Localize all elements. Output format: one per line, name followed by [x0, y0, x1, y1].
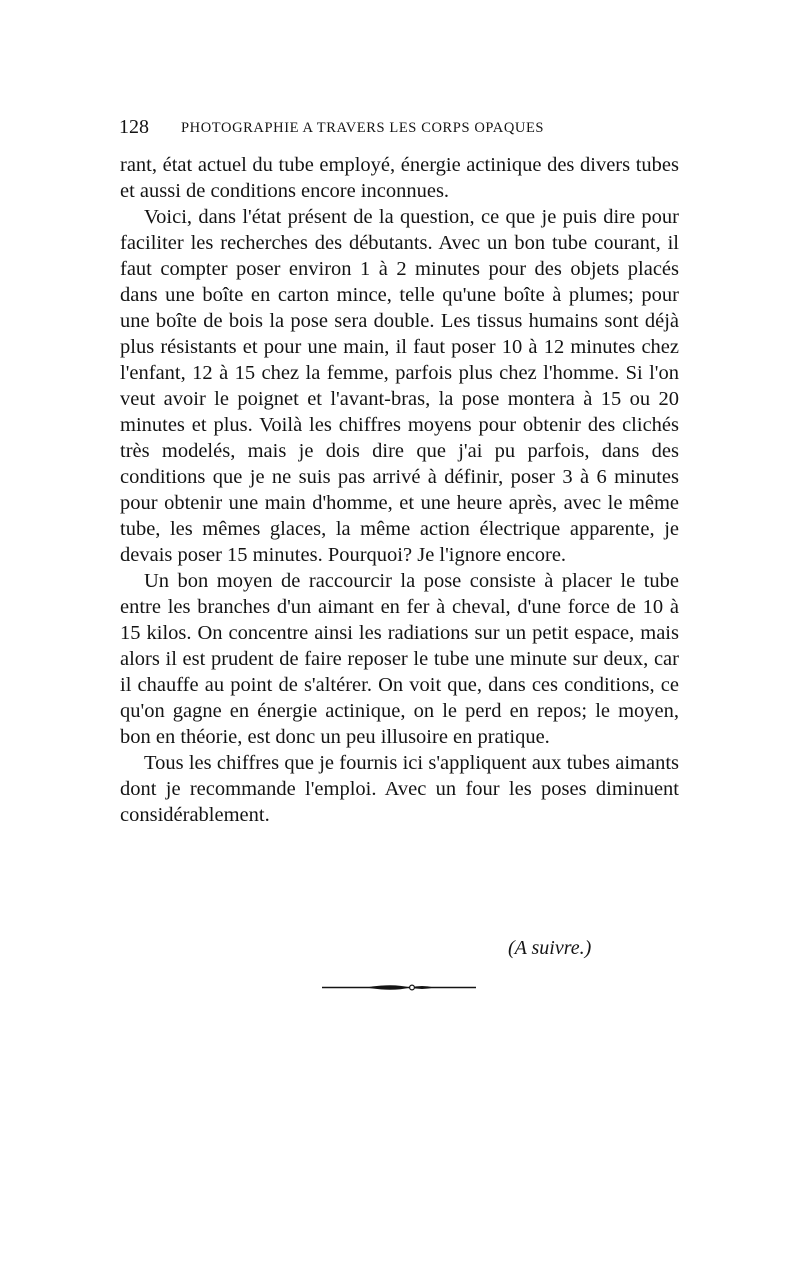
paragraph: Tous les chiffres que je fournis ici s'appliquent aux tubes aimants dont je recommande l'emploi. Avec un four les poses diminuent considérablement.: [120, 752, 679, 826]
running-head: [119, 115, 639, 139]
to-be-continued-note: (A suivre.): [508, 937, 592, 959]
end-ornament-rule-icon: [322, 982, 476, 992]
page-number: 128: [119, 116, 149, 138]
paragraph: Voici, dans l'état présent de la question, ce que je puis dire pour faciliter les recherches des débutants. Avec un bon tube courant, il faut compter poser environ 1 à 2 minutes pour des objets placés dans une boîte en carton mince, telle qu'une boîte à plumes; pour une boîte de bois la pose sera double. Les tissus humains sont déjà plus résistants et pour une main, il faut poser 10 à 12 minutes chez l'enfant, 12 à 15 chez la femme, parfois plus chez l'homme. Si l'on veut avoir le poignet et l'avant-bras, la pose montera à 15 ou 20 minutes et plus. Voilà les chiffres moyens pour obtenir des clichés très modelés, mais je dois dire que j'ai pu parfois, dans des conditions que je ne suis pas arrivé à définir, poser 3 à 6 minutes pour obtenir une main d'homme, et une heure après, avec le même tube, les mêmes glaces, la même action électrique apparente, je devais poser 15 minutes. Pourquoi? Je l'ignore encore.: [120, 206, 679, 566]
running-title: PHOTOGRAPHIE A TRAVERS LES CORPS OPAQUES: [181, 120, 545, 136]
paragraph: Un bon moyen de raccourcir la pose consiste à placer le tube entre les branches d'un aimant en fer à cheval, d'une force de 10 à 15 kilos. On concentre ainsi les radiations sur un petit espace, mais alors il est prudent de faire reposer le tube une minute sur deux, car il chauffe au point de s'altérer. On voit que, dans ces conditions, ce qu'on gagne en énergie actinique, on le perd en repos; le moyen, bon en théorie, est donc un peu illusoire en pratique.: [120, 570, 679, 748]
body-text: [120, 152, 679, 828]
paragraph-continuation: rant, état actuel du tube employé, énergie actinique des divers tubes et aussi de conditions encore inconnues.: [120, 154, 679, 202]
